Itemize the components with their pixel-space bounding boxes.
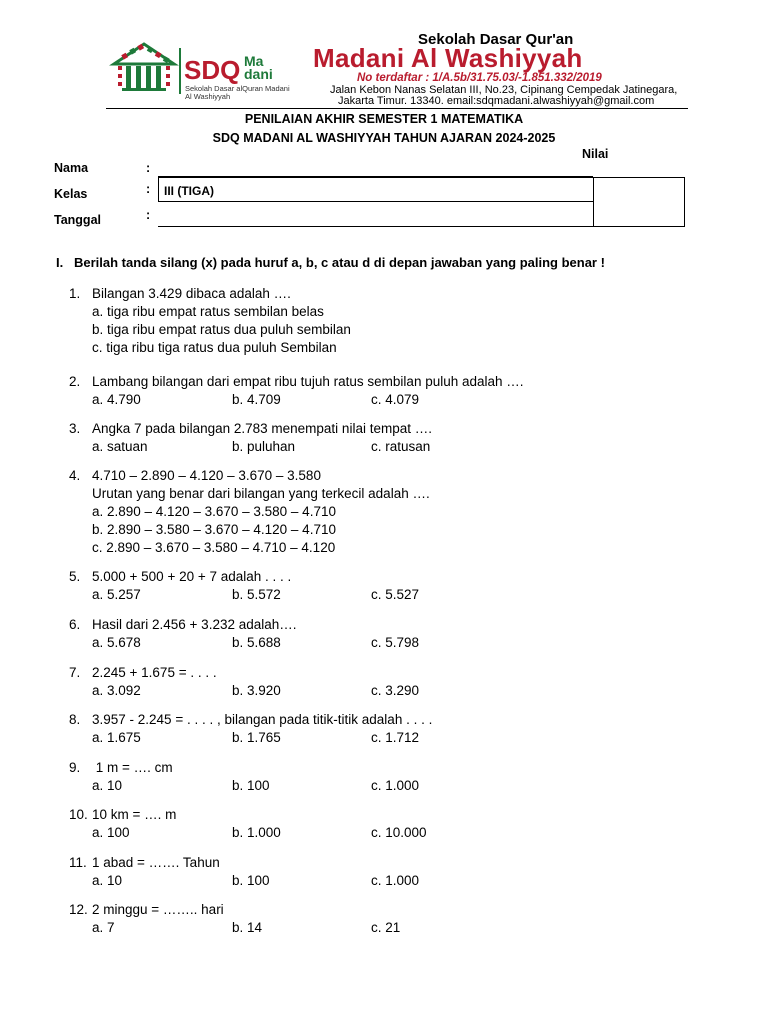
option-c[interactable]: c. 3.290 [371,683,420,698]
option-b[interactable]: b. 3.920 [232,683,281,698]
logo-text-ma: Ma [244,53,264,69]
class-colon: : [146,182,151,196]
question-12 [0,901,768,937]
question-number: 12. [69,902,88,917]
question-number: 8. [69,712,81,727]
question-number: 11. [69,855,87,870]
option-a[interactable]: a. 100 [92,825,130,840]
option-c[interactable]: c. 5.798 [371,635,420,650]
option-c[interactable]: c. 1.000 [371,873,420,888]
option-a[interactable]: a. 4.790 [92,392,141,407]
question-1 [0,285,768,357]
option-a[interactable]: a. 1.675 [92,730,141,745]
question-text: Bilangan 3.429 dibaca adalah …. [92,286,291,301]
option-b[interactable]: b. tiga ribu empat ratus dua puluh sembilan [92,322,351,337]
option-a[interactable]: a. tiga ribu empat ratus sembilan belas [92,304,324,319]
option-b[interactable]: b. 1.000 [232,825,281,840]
class-value: III (TIGA) [164,184,214,198]
name-label: Nama [54,161,89,175]
question-6 [0,616,768,652]
option-c[interactable]: c. 1.000 [371,778,420,793]
option-a[interactable]: a. 10 [92,778,123,793]
building-icon [122,66,166,91]
question-text: 1 m = …. cm [92,760,173,775]
option-c[interactable]: c. 21 [371,920,401,935]
roof-icon [114,44,174,64]
question-text-2: Urutan yang benar dari bilangan yang terkecil adalah …. [92,486,430,501]
option-b[interactable]: b. 5.688 [232,635,281,650]
option-c[interactable]: c. 5.527 [371,587,420,602]
option-b[interactable]: b. 1.765 [232,730,281,745]
option-a[interactable]: a. 3.092 [92,683,141,698]
option-b[interactable]: b. 100 [232,778,270,793]
option-a[interactable]: a. 10 [92,873,123,888]
question-text: 5.000 + 500 + 20 + 7 adalah . . . . [92,569,292,584]
logo-text: SDQ [184,55,241,85]
question-number: 1. [69,286,81,301]
exam-subtitle: SDQ MADANI AL WASHIYYAH TAHUN AJARAN 2024-2025 [212,131,556,145]
exam-title: PENILAIAN AKHIR SEMESTER 1 MATEMATIKA [244,112,524,126]
question-text: 1 abad = ……. Tahun [92,855,220,870]
question-text: Lambang bilangan dari empat ribu tujuh ratus sembilan puluh adalah …. [92,374,524,389]
date-colon: : [146,208,151,222]
question-number: 5. [69,569,81,584]
question-text: 2.245 + 1.675 = . . . . [92,665,217,680]
question-number: 7. [69,665,81,680]
question-8 [0,711,768,747]
question-3 [0,420,768,456]
date-label: Tanggal [54,213,101,227]
question-text: 3.957 - 2.245 = . . . . , bilangan pada titik-titik adalah . . . . [92,712,433,727]
option-b[interactable]: b. 14 [232,920,263,935]
option-a[interactable]: a. 5.257 [92,587,141,602]
option-c[interactable]: c. 4.079 [371,392,420,407]
option-b[interactable]: b. 5.572 [232,587,281,602]
section-number: I. [56,255,64,270]
school-subtitle: Sekolah Dasar Qur'an [418,31,574,48]
school-logo [108,40,298,102]
header-divider [106,108,688,109]
logo-caption-1: Sekolah Dasar alQuran Madani [185,84,290,93]
option-b[interactable]: b. 100 [232,873,270,888]
question-number: 10. [69,807,88,822]
option-c[interactable]: c. 1.712 [371,730,420,745]
question-7 [0,664,768,700]
question-4 [0,467,768,557]
option-b[interactable]: b. 4.709 [232,392,281,407]
question-2 [0,373,768,409]
logo-caption-2: Al Washiyyah [185,92,231,101]
question-text: Angka 7 pada bilangan 2.783 menempati nilai tempat …. [92,421,432,436]
school-address-line-2: Jakarta Timur. 13340. email:sdqmadani.alwashiyyah@gmail.com [338,95,655,107]
question-number: 9. [69,760,81,775]
option-a[interactable]: a. 2.890 – 4.120 – 3.670 – 3.580 – 4.710 [92,504,336,519]
question-number: 2. [69,374,81,389]
score-label: Nilai [582,147,609,161]
date-field[interactable] [158,226,593,227]
option-a[interactable]: a. 7 [92,920,115,935]
option-c[interactable]: c. 2.890 – 3.670 – 3.580 – 4.710 – 4.120 [92,540,336,555]
class-label: Kelas [54,187,88,201]
option-a[interactable]: a. satuan [92,439,148,454]
option-c[interactable]: c. tiga ribu tiga ratus dua puluh Sembilan [92,340,337,355]
option-c[interactable]: c. ratusan [371,439,431,454]
school-registration: No terdaftar : 1/A.5b/31.75.03/-1.851.332/2019 [357,72,602,84]
question-number: 4. [69,468,81,483]
option-a[interactable]: a. 5.678 [92,635,141,650]
school-address-line-1: Jalan Kebon Nanas Selatan III, No.23, Cipinang Cempedak Jatinegara, [330,84,678,96]
question-10 [0,806,768,842]
option-b[interactable]: b. 2.890 – 3.580 – 3.670 – 4.120 – 4.710 [92,522,336,537]
option-c[interactable]: c. 10.000 [371,825,427,840]
name-colon: : [146,161,151,175]
logo-text-dani: dani [244,66,273,82]
question-text: Hasil dari 2.456 + 3.232 adalah…. [92,617,297,632]
question-text: 4.710 – 2.890 – 4.120 – 3.670 – 3.580 [92,468,321,483]
question-11 [0,854,768,890]
question-text: 2 minggu = …….. hari [92,902,224,917]
score-box[interactable] [593,177,685,227]
question-9 [0,759,768,795]
section-instruction: Berilah tanda silang (x) pada huruf a, b, c atau d di depan jawaban yang paling benar ! [74,255,605,270]
question-5 [0,568,768,604]
question-text: 10 km = …. m [92,807,177,822]
school-name: Madani Al Washiyyah [313,43,583,73]
class-field[interactable] [158,177,593,202]
option-b[interactable]: b. puluhan [232,439,296,454]
question-number: 3. [69,421,81,436]
question-number: 6. [69,617,81,632]
